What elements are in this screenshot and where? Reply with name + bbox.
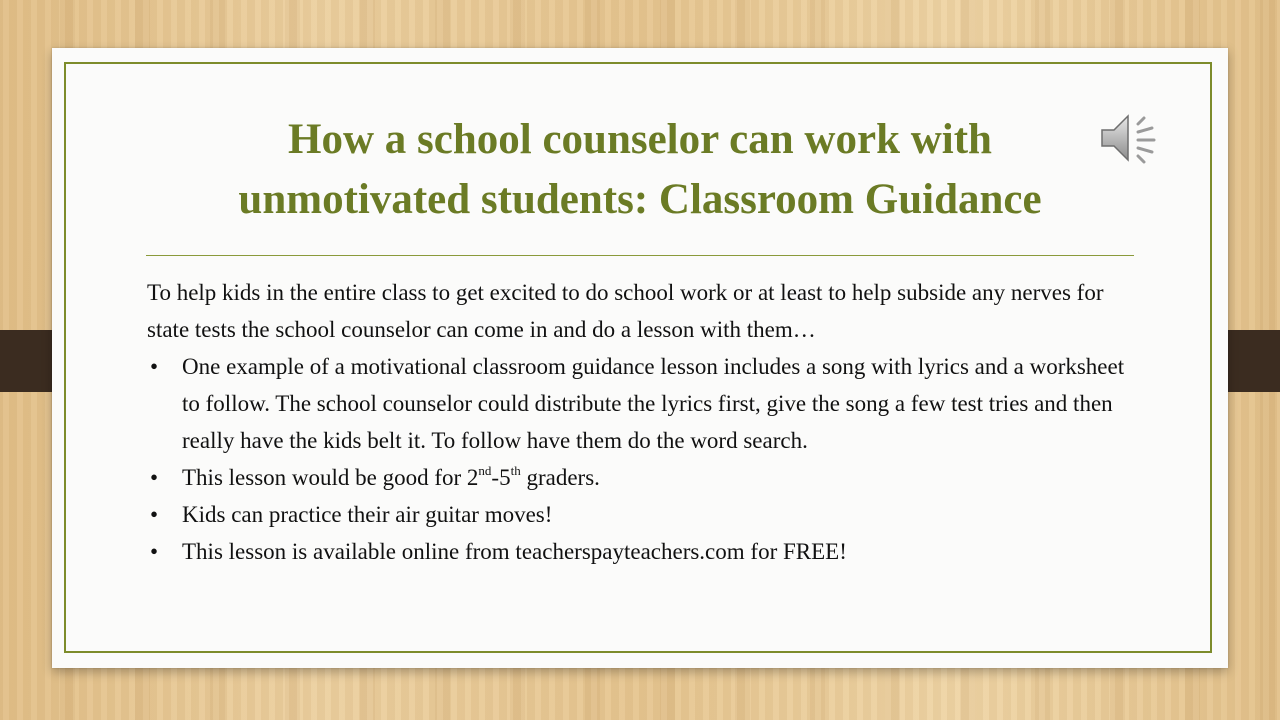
- bullet-text: This lesson is available online from teacherspayteachers.com for FREE!: [182, 539, 847, 564]
- title-divider: [146, 255, 1134, 256]
- bullet-icon: •: [150, 354, 159, 379]
- bullet-icon: •: [150, 465, 159, 490]
- bullet-list: [147, 348, 1147, 570]
- bullet-text-mid: -5: [491, 465, 511, 490]
- bullet-icon: •: [150, 539, 159, 564]
- speaker-icon[interactable]: [1098, 110, 1162, 166]
- bullet-icon: •: [150, 502, 159, 527]
- superscript-nd: nd: [478, 463, 492, 479]
- slide-title: [92, 110, 1188, 230]
- bullet-item: [147, 496, 1147, 533]
- title-line-1: How a school counselor can work with: [288, 116, 992, 163]
- title-line-2: unmotivated students: Classroom Guidance: [238, 176, 1042, 223]
- bullet-text-pre: This lesson would be good for 2: [182, 465, 479, 490]
- bullet-text: One example of a motivational classroom guidance lesson includes a song with lyrics and a worksheet to follow. The school counselor could distribute the lyrics first, give the song a few test tries and then really have the kids belt it. To follow have them do the word search.: [182, 354, 1125, 453]
- bullet-item: [147, 533, 1147, 570]
- bullet-text: Kids can practice their air guitar moves!: [182, 502, 553, 527]
- slide-card: [52, 48, 1228, 668]
- bullet-item: [147, 348, 1147, 459]
- intro-paragraph: To help kids in the entire class to get excited to do school work or at least to help subside any nerves for state tests the school counselor can come in and do a lesson with them…: [147, 280, 1104, 342]
- bullet-text-post: graders.: [520, 465, 600, 490]
- bullet-item: [147, 459, 1147, 496]
- slide-body: [147, 274, 1147, 570]
- superscript-th: th: [510, 463, 521, 479]
